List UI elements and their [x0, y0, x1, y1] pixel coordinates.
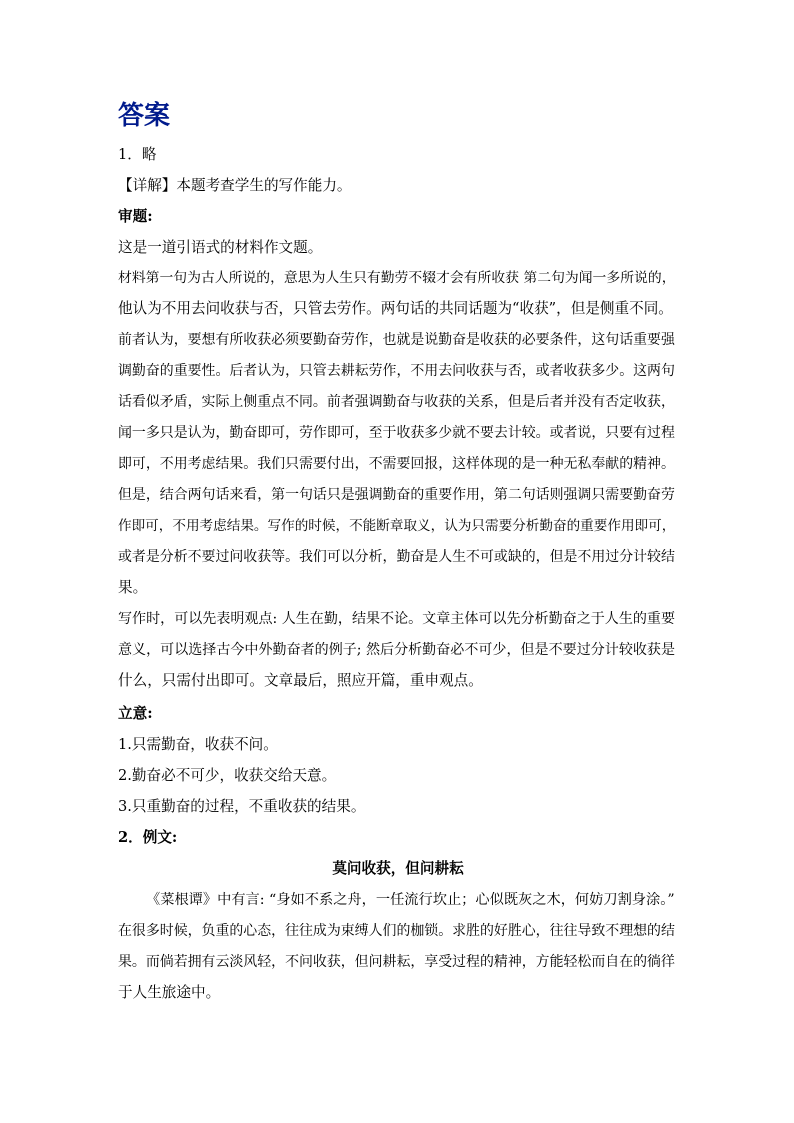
q1-number: 1．略	[118, 146, 157, 163]
shenti-line: 即可，不用考虑结果。我们只需要付出，不需要回报，这样体现的是一种无私奉献的精神。	[118, 456, 675, 472]
shenti-line: 作即可，不用考虑结果。写作的时候，不能断章取义，认为只需要分析勤奋的重要作用即可，	[118, 518, 676, 534]
shenti-line: 果。	[118, 579, 148, 596]
shenti-line: 意义，可以选择古今中外勤奋者的例子; 然后分析勤奋必不可少，但是不要过分计较收获是	[118, 642, 676, 658]
essay-title: 莫问收获，但问耕耘	[332, 860, 464, 877]
shenti-line: 闻一多只是认为，勤奋即可，劳作即可，至于收获多少就不要去计较。或者说，只要有过程	[118, 425, 675, 441]
shenti-line: 话看似矛盾，实际上侧重点不同。前者强调勤奋与收获的关系，但是后者并没有否定收获，	[118, 394, 675, 410]
answer-heading: 答案	[118, 101, 171, 131]
shenti-label: 审题:	[118, 208, 153, 225]
shenti-line: 前者认为，要想有所收获必须要勤奋劳作，也就是说勤奋是收获的必要条件，这句话重要强	[118, 332, 675, 348]
essay-line: 于人生旅途中。	[118, 984, 221, 1001]
essay-line: 果。而倘若拥有云淡风轻，不问收获，但问耕耘，享受过程的精神，方能轻松而自在的徜徉	[118, 954, 675, 970]
shenti-line: 这是一道引语式的材料作文题。	[118, 239, 323, 256]
shenti-line: 什么，只需付出即可。文章最后，照应开篇，重申观点。	[118, 672, 483, 689]
shenti-line: 材料第一句为古人所说的，意思为人生只有勤劳不辍才会有所收获 第二句为闻一多所说的，	[118, 270, 676, 286]
liyi-item: 3.只重勤奋的过程，不重收获的结果。	[118, 798, 366, 815]
shenti-line: 写作时，可以先表明观点: 人生在勤，结果不论。文章主体可以先分析勤奋之于人生的重要	[118, 611, 676, 627]
essay-line: 在很多时候，负重的心态，往往成为束缚人们的枷锁。求胜的好胜心，往往导致不理想的结	[118, 923, 675, 939]
liyi-item: 1.只需勤奋，收获不问。	[118, 736, 278, 753]
q1-detail: 【详解】本题考查学生的写作能力。	[118, 177, 352, 194]
shenti-line: 调勤奋的重要性。后者认为，只管去耕耘劳作，不用去问收获与否，或者收获多少。这两句	[118, 363, 675, 379]
shenti-line: 但是，结合两句话来看，第一句话只是强调勤奋的重要作用，第二句话则强调只需要勤奋劳	[118, 487, 675, 503]
liyi-label: 立意:	[118, 705, 153, 722]
essay-line: 《菜根谭》中有言: “身如不系之舟，一任流行坎止；心似既灰之木，何妨刀割身涂。”	[146, 892, 675, 908]
shenti-line: 他认为不用去问收获与否，只管去劳作。两句话的共同话题为“收获”，但是侧重不同。	[118, 300, 673, 317]
q2-number: 2．例文:	[118, 829, 178, 846]
shenti-line: 或者是分析不要过问收获等。我们可以分析，勤奋是人生不可或缺的，但是不用过分计较结	[118, 549, 675, 565]
liyi-item: 2.勤奋必不可少，收获交给天意。	[118, 767, 337, 784]
